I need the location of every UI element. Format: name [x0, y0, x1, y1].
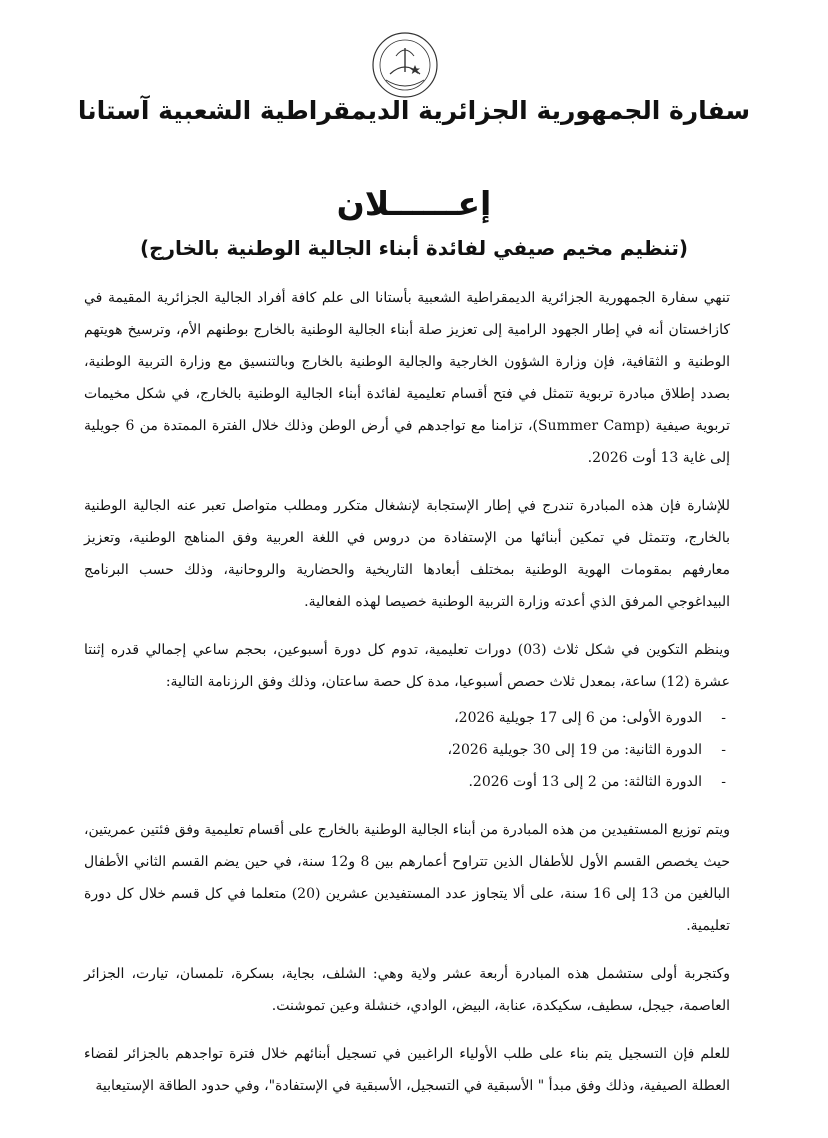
paragraph-training: وينظم التكوين في شكل ثلاث (03) دورات تعليمية، تدوم كل دورة أسبوعين، بحجم ساعي إجمالي قدره إثنتا عشرة (12) ساعة، بمعدل ثلاث حصص أسبوعيا، مدة كل حصة ساعتان، وذلك وفق الرزنامة التالية:	[84, 642, 730, 690]
schedule-item: - الدورة الثالثة: من 2 إلى 13 أوت 2026.	[84, 766, 702, 798]
embassy-name: سفارة الجمهورية الجزائرية الديمقراطية الشعبية آستانا	[77, 96, 751, 125]
paragraph-purpose: للإشارة فإن هذه المبادرة تندرج في إطار الإستجابة لإنشغال متكرر ومطلب متواصل تعبر عنه الجالية الوطنية بالخارج، وتتمثل في تمكين أبنائها من الإستفادة من دروس في اللغة العربية وفق المناهج الوطنية، وتعزيز معارفهم بمقومات الهوية الوطنية بمختلف أبعادها التاريخية والحضارية والروحانية، وذلك حسب البرنامج البيداغوجي المرفق الذي أعدته وزارة التربية الوطنية خصيصا لهذه الفعالية.	[84, 498, 730, 610]
announcement-body	[84, 282, 730, 1118]
paragraph-registration: للعلم فإن التسجيل يتم بناء على طلب الأولياء الراغبين في تسجيل أبنائهم خلال فترة تواجدهم بالجزائر لقضاء العطلة الصيفية، وذلك وفق مبدأ " الأسبقية في التسجيل، الأسبقية في الإستفادة"، وفي حدود الطاقة الإستيعابية	[84, 1046, 730, 1094]
paragraph-age-groups: ويتم توزيع المستفيدين من هذه المبادرة من أبناء الجالية الوطنية بالخارج على أقسام تعليمية وفق فئتين عمريتين، حيث يخصص القسم الأول للأطفال الذين تتراوح أعمارهم بين 8 و12 سنة، في حين يضم القسم الثاني الأطفال البالغين من 13 إلى 16 سنة، على ألا يتجاوز عدد المستفيدين عشرين (20) متعلما في كل قسم خلال كل دورة تعليمية.	[84, 822, 730, 934]
announcement-subtitle: (تنظيم مخيم صيفي لفائدة أبناء الجالية الوطنية بالخارج)	[139, 236, 688, 260]
algeria-emblem-icon	[370, 30, 440, 100]
schedule-item: - الدورة الأولى: من 6 إلى 17 جويلية 2026،	[84, 702, 702, 734]
schedule-list	[84, 702, 730, 798]
schedule-item: - الدورة الثانية: من 19 إلى 30 جويلية 2026،	[84, 734, 702, 766]
paragraph-provinces: وكتجربة أولى ستشمل هذه المبادرة أربعة عشر ولاية وهي: الشلف، بجاية، بسكرة، تلمسان، تيارت، الجزائر العاصمة، جيجل، سطيف، سكيكدة، عنابة، البيض، الوادي، خنشلة وعين تموشنت.	[84, 966, 730, 1014]
paragraph-intro: تنهي سفارة الجمهورية الجزائرية الديمقراطية الشعبية بأستانا الى علم كافة أفراد الجالية الجزائرية المقيمة في كازاخستان أنه في إطار الجهود الرامية إلى تعزيز صلة أبناء الجالية الوطنية بالخارج بوطنهم الأم، وترسيخ هويتهم الوطنية و الثقافية، فإن وزارة الشؤون الخارجية والجالية الوطنية بالخارج وبالتنسيق مع وزارة التربية الوطنية، بصدد إطلاق مبادرة تربوية تتمثل في فتح أقسام تعليمية لفائدة أبناء الجالية الوطنية بالخارج، في شكل مخيمات تربوية صيفية (Summer Camp)، تزامنا مع تواجدهم في أرض الوطن وذلك خلال الفترة الممتدة من 6 جويلية إلى غاية 13 أوت 2026.	[84, 290, 730, 466]
announcement-title: إعــــــلان	[336, 184, 492, 223]
